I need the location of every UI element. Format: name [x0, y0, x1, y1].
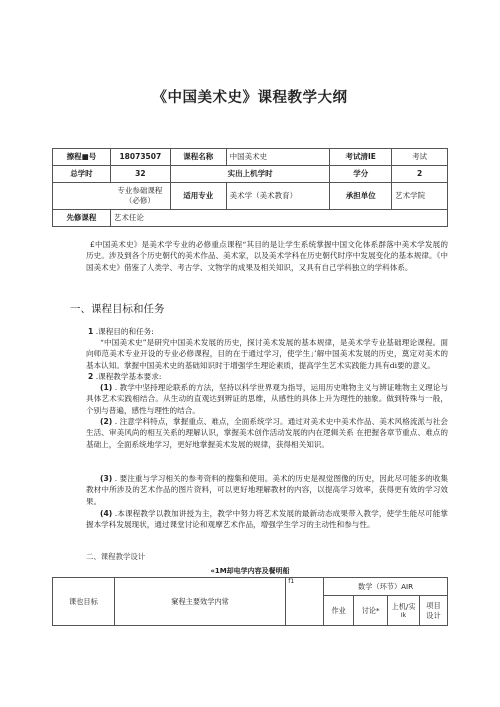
plan-sub-project-line1: 项目 — [426, 600, 441, 610]
plan-sub-lab — [388, 596, 420, 626]
plan-sub-project-line2: 设计 — [426, 610, 441, 620]
department-label: 承担单位 — [330, 183, 392, 210]
credit-value: 2 — [392, 166, 448, 183]
course-type-value: 专业参础课程（必修） — [53, 183, 171, 210]
requirement-3-text: . 要注重与学习相关的参考资料的搜集和使用。美术的历史是视觉图像的历史，因此尽可能多的收集教材中所涉及的艺术作品的图片资料，可以更好地理解教材的内容，以提高学习效率，获得更有效的学习效果。 — [86, 474, 448, 506]
plan-sub-project — [420, 596, 448, 626]
item1-heading — [88, 326, 154, 337]
course-name-value: 中国美术史 — [226, 149, 330, 166]
plan-col-goal: 课也目标 — [53, 578, 115, 626]
item1-number: 1 — [88, 327, 94, 336]
requirement-4 — [86, 508, 448, 531]
plan-sub-lab-line2: Ik — [400, 612, 407, 619]
plan-col-hours: f1 — [286, 578, 324, 626]
credit-label: 学分 — [330, 166, 392, 183]
plan-sub-discussion: 讨论* — [354, 596, 388, 626]
course-intro-paragraph: £中国美术史》是美术学专业的必修重点课程“其目的是让学生系统掌握中国文化体系群落中美术学发展的历史。涉及到各个历史朝代的美术作品、美术家，以及美术学科在历史朝代时序中发展变化的基本规律。《中国美术史》借鉴了人类学、考古学、文物学的成果及相关知识，又具有自己学科独立的学科体系。 — [86, 240, 448, 272]
plan-sub-lab-line1: 上机/实 — [391, 602, 416, 611]
department-value: 艺术学院 — [392, 183, 448, 210]
teaching-plan-table — [52, 577, 448, 626]
prerequisite-label: 先修课程 — [53, 210, 111, 227]
item2-heading — [88, 371, 161, 382]
exam-type-label: 考试清IE — [330, 149, 392, 166]
plan-sub-homework: 作业 — [324, 596, 354, 626]
requirement-3-number: (3) — [100, 474, 113, 483]
plan-col-content: 窠程主要效学内常 — [114, 578, 285, 626]
requirement-1-text: . 教学中坚持理论联系的方法，坚持以科学世界观为指导，运用历史唯物主义与辨证唯物主义理论与具体艺术实践相结合。从生动的直观达到辨证的思维，从感性的具体上升为理性的抽象。做到特殊与一般，个别与普遍，感性与理性的结合。 — [86, 383, 448, 415]
practice-hours-label: 实出上机学时 — [170, 166, 330, 183]
item1-paragraph: “中国美术史”是研究中国美术发展的历史，探讨美术发展的基本规律，是美术学专业基础理论课程。面向师范美术专业开设的专业必修课程，目的在于通过学习，使学生」’解中国美术发展的历史，奠定对美术的基本认知。掌握中国美术史的基础知识时于增强学生理论素质，提高学生艺术实践能力具有di要的意义。 — [86, 338, 448, 370]
item2-number: 2 — [88, 372, 94, 381]
major-label: 适用专业 — [170, 183, 226, 210]
requirement-4-text: .本课程教学以教加讲授为主，教学中努力将艺术发展的最新动态成果带入教学，使学生能尽可能掌握本学科发展现状，通过课堂讨论和观摩艺术作品，增强学生学习的主动性和参与性。 — [86, 509, 448, 530]
requirement-3 — [86, 473, 448, 507]
plan-group-header: 数学（环节）AIR — [324, 578, 448, 596]
section-heading-goals: 一、课程目标和任务 — [70, 303, 165, 315]
course-code-value: 18073507 — [110, 149, 170, 166]
requirement-1-number: (1) — [100, 383, 113, 392]
course-info-table — [52, 148, 448, 227]
requirement-1 — [86, 382, 448, 416]
item2-title: .课程教学基本要求: — [93, 372, 162, 381]
course-name-label: 课程名称 — [170, 149, 226, 166]
page-title: 《中国美术史》课程教学大纲 — [152, 90, 348, 106]
major-value: 美术学（美术教育） — [226, 183, 330, 210]
requirement-2 — [86, 416, 448, 450]
exam-type-value: 考试 — [392, 149, 448, 166]
section-heading-design: 二、课程教学设计 — [86, 552, 146, 561]
requirement-4-number: (4) — [100, 509, 113, 518]
item1-title: .课程目的和任务: — [93, 327, 154, 336]
total-hours-label: 总学时 — [53, 166, 111, 183]
total-hours-value: 32 — [110, 166, 170, 183]
course-code-label: 擦程■号 — [53, 149, 111, 166]
requirement-2-text: . 注意学科特点，掌握重点、难点，全面系统学习。通过对美术史中美术作品、美术风格流派与社会生活、审美风尚的相互关系的理解认识，掌握美术创作活动发展的内在逻辑关系 在把握各章节重点、难点的基础上，全面系统地学习，更好地掌握美术发展的规律，获得相关知识。 — [86, 417, 448, 449]
plan-table-caption: «1M却电学内容及餐明船 — [210, 567, 290, 575]
prerequisite-value: 艺术任论 — [110, 210, 447, 227]
requirement-2-number: (2) — [100, 417, 113, 426]
